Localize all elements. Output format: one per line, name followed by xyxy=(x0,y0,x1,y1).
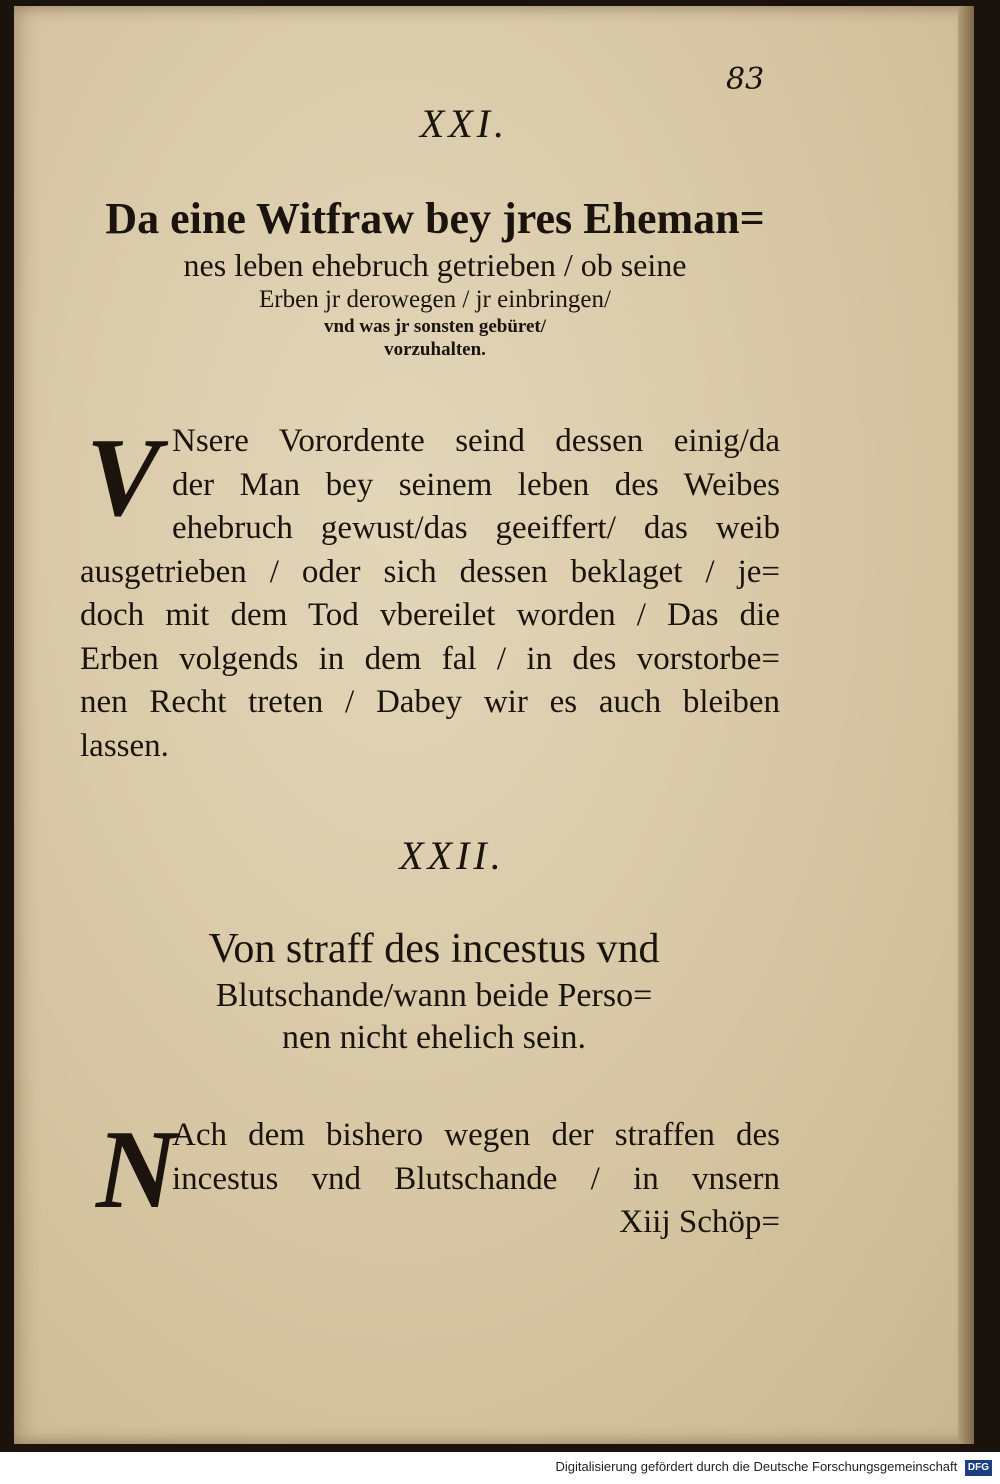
title-line: nes leben ehebruch getrieben / ob seine xyxy=(183,246,687,283)
title-line: nen nicht ehelich sein. xyxy=(281,1018,586,1056)
book-page xyxy=(14,6,974,1444)
body-line: Ach dem bishero wegen der straffen des xyxy=(172,1117,780,1153)
page-spine-shadow xyxy=(958,6,974,1444)
body-paragraph-xxii xyxy=(80,1108,780,1245)
dropcap-initial: N xyxy=(96,1108,177,1232)
body-line: der Man bey seinem leben des Weibes xyxy=(172,466,780,503)
body-line: ehebruch gewust/das geeiffert/ das weib xyxy=(172,510,780,546)
body-line: lassen. xyxy=(80,727,169,764)
title-line: Von straff des incestus vnd xyxy=(208,926,660,972)
title-line: Da eine Witfraw bey jres Eheman= xyxy=(105,194,765,243)
title-line: Erben jr derowegen / jr einbringen/ xyxy=(259,285,611,313)
dropcap-initial: V xyxy=(86,416,161,540)
section-title-xxi xyxy=(90,192,780,362)
title-line: vnd was jr sonsten gebüret/ xyxy=(323,316,547,338)
page-number: 83 xyxy=(726,62,765,97)
footer-credit: Digitalisierung gefördert durch die Deutsche Forschungsgemeinschaft xyxy=(555,1459,958,1474)
dfg-logo-icon: DFG xyxy=(965,1460,992,1476)
section-number-xxii: XXII. xyxy=(399,833,505,878)
title-line: vorzuhalten. xyxy=(384,339,486,361)
body-line: Nsere Vorordente seind dessen einig/da xyxy=(172,423,780,459)
body-line: nen Recht treten / Dabey wir es auch bleiben xyxy=(80,684,780,720)
body-line: incestus vnd Blutschande / in vnsern xyxy=(172,1160,780,1197)
digitization-footer xyxy=(0,1452,1000,1484)
section-title-xxii xyxy=(124,924,744,1058)
body-paragraph-xxi xyxy=(80,416,780,768)
catchword-line: Xiij Schöp= xyxy=(619,1204,780,1240)
body-line: doch mit dem Tod vbereilet worden / Das die xyxy=(80,597,780,633)
section-number-xxi: XXI. xyxy=(419,101,509,146)
body-line: ausgetrieben / oder sich dessen beklaget / je= xyxy=(80,553,780,590)
title-line: Blutschande/wann beide Perso= xyxy=(215,977,653,1015)
body-line: Erben volgends in dem fal / in des vorstorbe= xyxy=(80,640,780,677)
